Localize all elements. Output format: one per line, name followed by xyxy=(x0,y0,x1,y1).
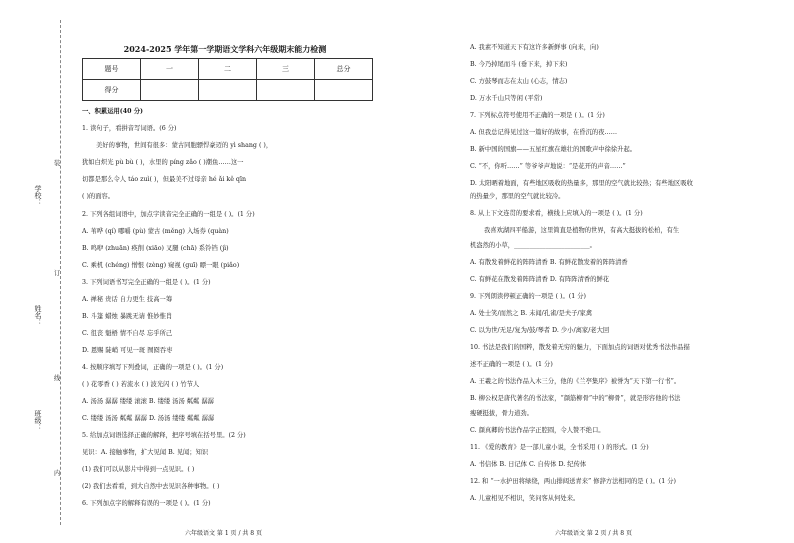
right-line: B. 柳公权是唐代著名的书法家，“颜筋柳骨”中的“柳骨”，就是形容他的书法 xyxy=(470,395,681,402)
right-line: A. 但我总记得见过这一篇好的故事，在昏沉的夜…… xyxy=(470,129,618,136)
right-line: A. 我素不知道天下有这许多新鲜事 (向来，向) xyxy=(470,44,599,51)
right-line: C. “不，你听……” 等爷爷声地说：“是花开的声音……” xyxy=(470,163,626,170)
right-line: A. 处士笑/而然之 B. 未闻/孔雀/是夫子/家禽 xyxy=(470,310,593,317)
right-line: D. 万水千山只等闲 (平常) xyxy=(470,95,543,102)
left-line: 切都是那么令人 táo zuì( )，但最美不过母亲 hé ǎi kě qīn xyxy=(82,176,247,183)
binding-mark-2: 订 xyxy=(54,270,61,277)
left-line: (2) 我们去看看，到大自然中去见识各种事物。( ) xyxy=(82,483,220,490)
name-label: 姓名： xyxy=(34,305,42,326)
page-footer-right: 六年级语文 第 2 页 / 共 8 页 xyxy=(555,530,633,537)
right-line: 我喜欢湖四平船游，这里简直是植物的世界，有高大挺拔的松柏，有生 xyxy=(484,227,680,234)
score-header-cell: 二 xyxy=(199,59,257,80)
right-line: 8. 从上下文连贯的要求看，横线上应填入的一项是 ( )。(1 分) xyxy=(470,210,643,217)
page-title: 2024-2025 学年第一学期语文学科六年级期末能力检测 xyxy=(123,44,327,54)
right-line: A. 儿童相见不相识，笑问客从何处来。 xyxy=(470,495,580,502)
score-cell[interactable] xyxy=(315,80,373,101)
score-header-cell: 总分 xyxy=(315,59,373,80)
page-footer-left: 六年级语文 第 1 页 / 共 8 页 xyxy=(185,530,263,537)
right-line: C. 有鲜花在散发着阵阵清香 D. 有阵阵清香的鲜花 xyxy=(470,276,610,283)
right-line: 11. 《爱的教育》是一部儿童小说，全书采用 ( ) 的形式。(1 分) xyxy=(470,444,649,451)
left-line: ( ) 花零香 ( ) 若流水 ( ) 波光闪 ( ) 竹节人 xyxy=(82,381,200,388)
school-label: 学校： xyxy=(34,185,42,206)
right-line: 瘦硬挺拔，骨力道劲。 xyxy=(470,410,533,417)
left-line: (1) 我们可以从影片中得到一点见识。( ) xyxy=(82,466,195,473)
binding-mark-3: 线 xyxy=(54,375,61,382)
left-line: 美好的事物，世间有很多：蒙古同胞骠悍豪迈的 yì shang ( )， xyxy=(96,142,273,149)
right-line: A. 书信体 B. 日记体 C. 自传体 D. 纪传体 xyxy=(470,461,587,468)
binding-mark-4: 内 xyxy=(54,470,61,477)
left-line: 犹如白炽光 pù bù ( )，水里的 píng zǎo ( )潮鱼……这一 xyxy=(82,159,244,166)
right-line: 12. 和 “一水护田将绿绕，两山排闼送青来” 修辞方法相同的是 ( )。(1 分) xyxy=(470,478,677,485)
left-line: 3. 下列词语书写完全正确的一组是 ( )。(1 分) xyxy=(82,279,211,286)
left-line: 4. 按顺序填写下列叠词，正确的一项是 ( )。(1 分) xyxy=(82,364,224,371)
score-header-cell: 三 xyxy=(257,59,315,80)
right-line: C. 方鼓琴而志在太山 (心志，情志) xyxy=(470,78,568,85)
right-line: C. 以为世/无足/复为/鼓/琴者 D. 少小/离家/老大回 xyxy=(470,327,610,334)
left-line: C. 缕缕 汤汤 粼粼 潺潺 D. 汤汤 缕缕 粼粼 潺潺 xyxy=(82,415,215,422)
left-line: C. 乘机 (chéng) 憎恨 (zèng) 窥视 (guī) 瞟一眼 (piǎo) xyxy=(82,262,240,269)
score-cell[interactable] xyxy=(199,80,257,101)
right-line: 9. 下列朗读停顿正确的一项是 ( )。(1 分) xyxy=(470,293,587,300)
right-line: A. 有散发着鲜花的阵阵清香 B. 有鲜花散发着的阵阵清香 xyxy=(470,259,628,266)
left-line: 见识：A. 接触事物，扩大见闻 B. 见闻；知识 xyxy=(82,449,209,456)
score-row-label: 得分 xyxy=(83,80,141,101)
score-table xyxy=(82,58,373,101)
score-table-header-row xyxy=(83,59,373,80)
left-line: C. 徂丧 魁梧 情不自尽 忘乎所己 xyxy=(82,330,173,337)
score-header-cell: 题号 xyxy=(83,59,141,80)
right-line: C. 颜真卿的书法作品字正腔圆，令人赞不绝口。 xyxy=(470,427,605,434)
left-line: D. 恩赐 陡峭 可见一斑 囫囵吞枣 xyxy=(82,347,173,354)
left-line: A. 汤汤 潺潺 缕缕 滚滚 B. 缕缕 汤汤 粼粼 潺潺 xyxy=(82,398,214,405)
left-line: 6. 下列加点字的解释有误的一项是 ( )。(1 分) xyxy=(82,500,211,507)
left-line: B. 斗篷 蜡烛 暴跳无请 惟妙惟肖 xyxy=(82,313,173,320)
score-header-cell: 一 xyxy=(141,59,199,80)
left-line: B. 鸣咿 (zhuān) 痪削 (xiāo) 叉腿 (chā) 系铃铛 (jì) xyxy=(82,245,229,252)
left-line: 1. 读句子，看拼音写词语。(6 分) xyxy=(82,125,177,132)
binding-mark-1: 装 xyxy=(54,160,61,167)
left-line: ( )的面容。 xyxy=(82,193,115,200)
left-line: 2. 下列各组词语中，加点字读音完全正确的一组是 ( )。(1 分) xyxy=(82,211,255,218)
class-label: 班级： xyxy=(34,410,42,431)
left-line: 一、积累运用(40 分) xyxy=(82,108,143,115)
right-line: B. 今乃掉尾而斗 (垂下来，掉下来) xyxy=(470,61,568,68)
right-line: 述不正确的一项是 ( )。(1 分) xyxy=(470,361,553,368)
score-cell[interactable] xyxy=(141,80,199,101)
right-line: 10. 书法是我们的国粹，散发着无穷的魅力，下面加点的词语对优秀书法作品描 xyxy=(470,344,690,351)
left-line: A. 禅秘 贵话 自力更生 技高一筹 xyxy=(82,296,173,303)
right-line: 机盎然的小草，________________________。 xyxy=(470,242,596,249)
score-cell[interactable] xyxy=(257,80,315,101)
right-line: A. 王羲之的书法作品入木三分，他的《兰亭集序》被誉为“天下第一行书”。 xyxy=(470,378,681,385)
right-line: D. 太阳晒着地面，有些地区吸收的热量多，那里的空气就比较热；有些地区吸收 xyxy=(470,180,693,187)
left-line: A. 苇哗 (qí) 哪嚼 (pù) 蒙古 (měng) 入场券 (quàn) xyxy=(82,228,229,235)
right-line: B. 新中国的国旗——五星红旗在雄壮的国歌声中徐徐升起。 xyxy=(470,146,637,153)
score-table-score-row xyxy=(83,80,373,101)
left-line: 5. 给加点词语选择正确的解释，把序号填在括号里。(2 分) xyxy=(82,432,246,439)
right-line: 的热量少，那里的空气就比较冷。 xyxy=(470,193,565,200)
right-line: 7. 下列标点符号使用不正确的一项是 ( )。(1 分) xyxy=(470,112,605,119)
